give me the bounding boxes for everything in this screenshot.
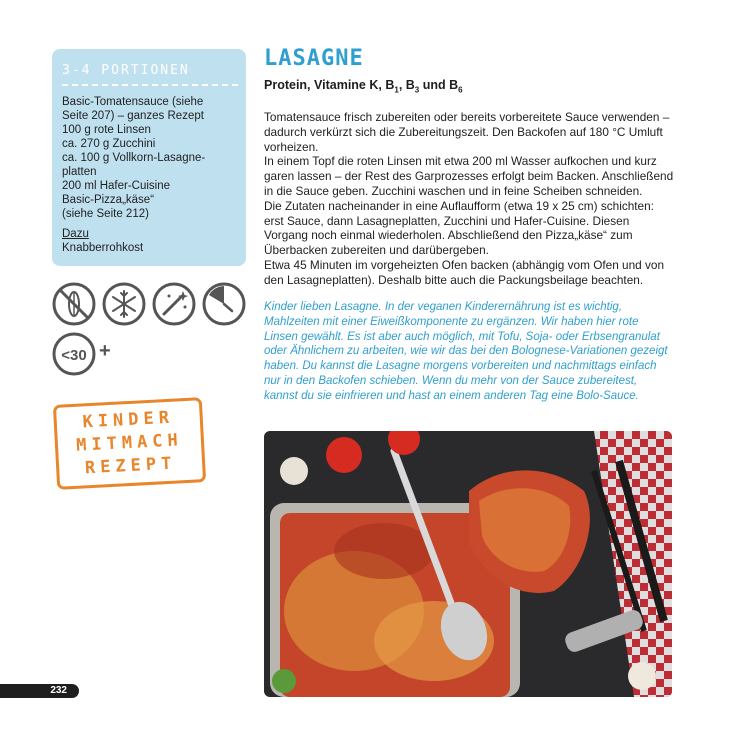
instructions xyxy=(264,110,674,288)
nutrient-subtitle: Protein, Vitamine K, $B_1$, $B_3$ und $B_6$ xyxy=(264,78,463,95)
ingredient-line: 100 g rote Linsen xyxy=(62,124,151,136)
magic-wand-icon xyxy=(151,281,197,327)
kinder-mitmach-stamp xyxy=(53,397,206,490)
time-plus: + xyxy=(99,340,111,362)
ingredient-line: (siehe Seite 212) xyxy=(62,208,149,220)
instruction-paragraph: Die Zutaten nacheinander in eine Auflaufform (etwa 19 x 25 cm) schichten: erst Sauce, dann Lasagneplatten, Zucchini und Hafer-Cuisine. Diesen Vorgang noch einmal wiederholen. Abschließend den Pizza„käse“ zum Überbacken zubereiten und darübergeben. xyxy=(264,198,654,258)
ingredient-list xyxy=(62,95,242,221)
side-dish-value: Knabberrohkost xyxy=(62,242,144,254)
stamp-line: REZEPT xyxy=(84,453,177,479)
page-number: 232 xyxy=(50,685,67,696)
side-dish-label: Dazu xyxy=(62,228,89,240)
tip-paragraph: Kinder lieben Lasagne. In der veganen Kinderernährung ist es wichtig, Mahlzeiten mit einer Eiweißkomponente zu ergänzen. Wir haben hier rote Linsen gewählt. Es ist aber auch möglich, mit Tofu, Soja- oder Erbsengranulat oder Ähnlichem zu arbeiten, wie wir das bei den Bolognese-Variationen gezeigt haben. Du kannst die Lasagne morgens vorbereiten und nachmittags einfach nur in den Backofen schieben. Wenn du mehr von der Sauce zubereitest, kannst du sie einfrieren und hast an einem anderen Tag eine Bolo-Sauce. xyxy=(264,301,668,402)
ingredient-line: 200 ml Hafer-Cuisine xyxy=(62,180,171,192)
instruction-paragraph: Etwa 45 Minuten im vorgeheizten Ofen backen (abhängig vom Ofen und von den Lasagneplatten). Deshalb bitte auch die Packungsbeilage beachten. xyxy=(264,257,665,287)
recipe-title: LASAGNE xyxy=(264,46,364,71)
lasagne-photo xyxy=(264,431,672,697)
ingredient-line: ca. 100 g Vollkorn-Lasagne- xyxy=(62,152,206,164)
instruction-paragraph: In einem Topf die roten Linsen mit etwa 200 ml Wasser aufkochen und kurz garen lassen – der Rest des Garprozesses erfolgt beim Backen. Anschließend in die Sauce geben. Zucchini waschen und in feine Scheiben schneiden. xyxy=(264,154,674,198)
ingredient-line: ca. 270 g Zucchini xyxy=(62,138,156,150)
portions-heading: 3-4 PORTIONEN xyxy=(62,63,190,78)
stamp-line: KINDER xyxy=(82,407,175,433)
snowflake-icon xyxy=(101,281,147,327)
time-badge-icon xyxy=(51,331,97,377)
dashed-divider xyxy=(62,84,238,86)
ingredient-line: Seite 207) – ganzes Rezept xyxy=(62,110,204,122)
ingredient-line: Basic-Pizza„käse“ xyxy=(62,194,155,206)
stamp-line: MITMACH xyxy=(75,430,184,456)
page-number-tab xyxy=(0,684,79,698)
no-gluten-icon xyxy=(51,281,97,327)
ingredients-box xyxy=(52,49,246,266)
ingredient-line: platten xyxy=(62,166,97,178)
clock-icon xyxy=(201,281,247,327)
instruction-paragraph: Tomatensauce frisch zubereiten oder bereits vorbereitete Sauce verwenden – dadurch verkürzt sich die Zubereitungszeit. Den Backofen auf 180 °C Umluft vorheizen. xyxy=(264,110,670,154)
ingredient-line: Basic-Tomatensauce (siehe xyxy=(62,96,204,108)
time-badge-label: <30 xyxy=(61,347,87,364)
